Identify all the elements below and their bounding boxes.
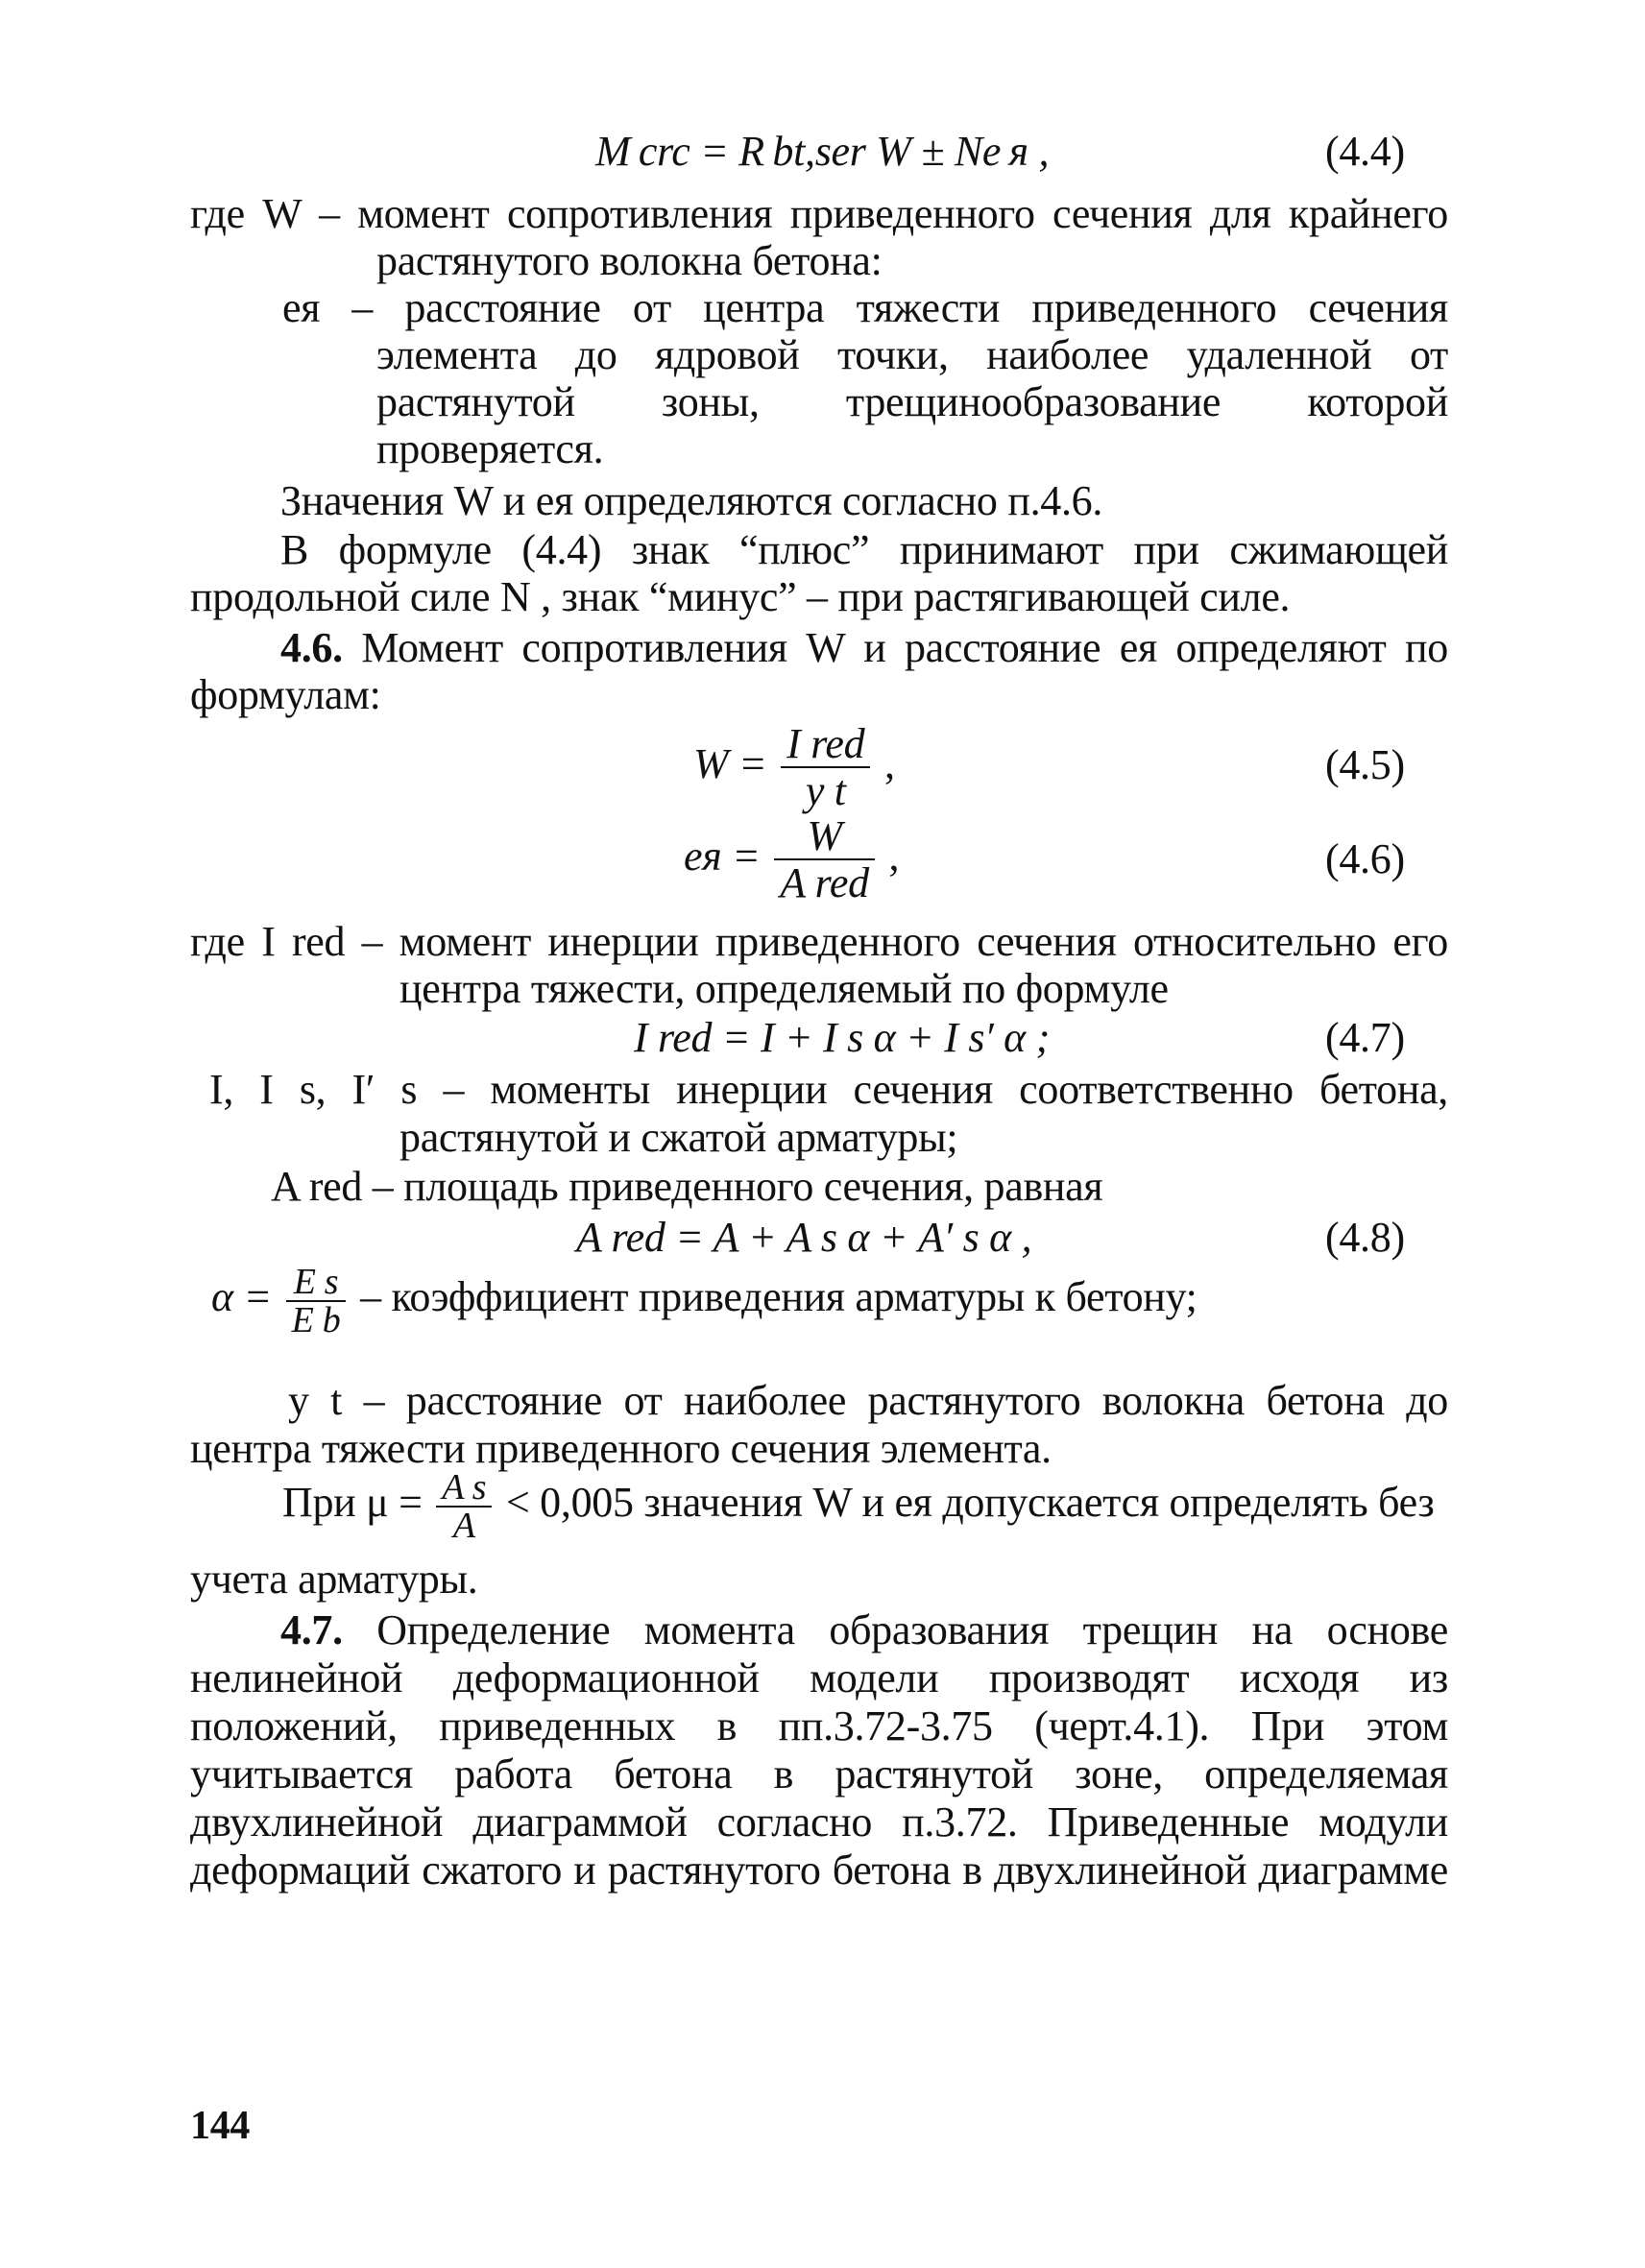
fraction-numerator: W bbox=[774, 814, 875, 860]
text-line: растянутой и сжатой арматуры; bbox=[399, 1114, 958, 1161]
formula-4-4: M crc = R bt,ser W ± Ne я , bbox=[595, 128, 1050, 175]
formula-lhs: eя = bbox=[684, 832, 761, 881]
fraction bbox=[436, 1469, 492, 1544]
condition-text: < 0,005 значения W и eя допускается определять без bbox=[505, 1479, 1435, 1527]
text-line: двухлинейной диаграммой согласно п.3.72. Приведенные модули bbox=[190, 1798, 1448, 1846]
formula-4-6 bbox=[684, 814, 899, 906]
text-line: y t – расстояние от наиболее растянутого волокна бетона до bbox=[288, 1377, 1448, 1424]
text-line: положений, приведенных в пп.3.72-3.75 (черт.4.1). При этом bbox=[190, 1702, 1448, 1749]
text-line: центра тяжести приведенного сечения элемента. bbox=[190, 1425, 1052, 1472]
section-text: Момент сопротивления W и расстояние eя определяют по bbox=[361, 624, 1448, 671]
text-line: учитывается работа бетона в растянутой зоне, определяемая bbox=[190, 1750, 1448, 1798]
text-line: учета арматуры. bbox=[190, 1556, 478, 1603]
fraction bbox=[286, 1264, 347, 1339]
section-4-7-line bbox=[280, 1606, 1448, 1653]
mu-condition-line bbox=[282, 1469, 1434, 1544]
section-text: Определение момента образования трещин на основе bbox=[376, 1606, 1448, 1653]
equation-number-4-7: (4.7) bbox=[1325, 1014, 1405, 1061]
formula-tail: , bbox=[888, 832, 900, 881]
fraction-denominator: A bbox=[452, 1506, 475, 1546]
fraction-denominator: A red bbox=[780, 859, 869, 906]
fraction-numerator: I red bbox=[781, 722, 870, 768]
text-line: растянутого волокна бетона: bbox=[376, 237, 883, 284]
section-4-6-line bbox=[280, 624, 1448, 671]
text-line: где W – момент сопротивления приведенного сечения для крайнего bbox=[190, 190, 1448, 237]
fraction-denominator: E b bbox=[291, 1300, 341, 1340]
condition-prefix: При μ = bbox=[282, 1479, 423, 1527]
section-number: 4.7. bbox=[280, 1606, 343, 1653]
text-line: растянутой зоны, трещинообразование которой bbox=[376, 378, 1448, 425]
formula-4-7: I red = I + I s α + I s′ α ; bbox=[634, 1014, 1051, 1061]
text-line: формулам: bbox=[190, 671, 381, 718]
formula-tail: , bbox=[884, 740, 895, 788]
text-line: нелинейной деформационной модели производят исходя из bbox=[190, 1654, 1448, 1701]
fraction-numerator: E s bbox=[286, 1264, 347, 1302]
definition-text: – коэффициент приведения арматуры к бетону; bbox=[360, 1273, 1197, 1321]
text-line: Значения W и eя определяются согласно п.4.6. bbox=[280, 477, 1103, 524]
page-number: 144 bbox=[190, 2104, 251, 2148]
formula-lhs: α = bbox=[211, 1273, 272, 1321]
fraction bbox=[774, 814, 875, 906]
equation-number-4-4: (4.4) bbox=[1325, 128, 1405, 175]
formula-4-5 bbox=[693, 722, 895, 814]
text-line: I, I s, I′ s – моменты инерции сечения соответственно бетона, bbox=[209, 1066, 1448, 1113]
fraction-denominator: y t bbox=[805, 767, 846, 814]
text-line: В формуле (4.4) знак “плюс” принимают при сжимающей bbox=[280, 526, 1448, 573]
formula-4-8: A red = A + A s α + A′ s α , bbox=[576, 1214, 1032, 1261]
text-line: где I red – момент инерции приведенного сечения относительно его bbox=[190, 918, 1448, 965]
equation-number-4-6: (4.6) bbox=[1325, 835, 1405, 882]
section-number: 4.6. bbox=[280, 624, 343, 671]
text-line: A red – площадь приведенного сечения, равная bbox=[271, 1163, 1103, 1210]
equation-number-4-5: (4.5) bbox=[1325, 741, 1405, 788]
text-line: деформаций сжатого и растянутого бетона в двухлинейной диаграмме bbox=[190, 1846, 1448, 1894]
text-line: продольной силе N , знак “минус” – при растягивающей силе. bbox=[190, 573, 1291, 620]
text-line: центра тяжести, определяемый по формуле bbox=[399, 965, 1169, 1012]
alpha-definition bbox=[211, 1264, 1197, 1339]
text-line: элемента до ядровой точки, наиболее удаленной от bbox=[376, 331, 1448, 378]
fraction bbox=[781, 722, 870, 814]
equation-number-4-8: (4.8) bbox=[1325, 1214, 1405, 1261]
text-line: проверяется. bbox=[376, 425, 604, 472]
formula-lhs: W = bbox=[693, 740, 767, 788]
text-line: eя – расстояние от центра тяжести приведенного сечения bbox=[282, 284, 1448, 331]
fraction-numerator: A s bbox=[436, 1469, 492, 1508]
